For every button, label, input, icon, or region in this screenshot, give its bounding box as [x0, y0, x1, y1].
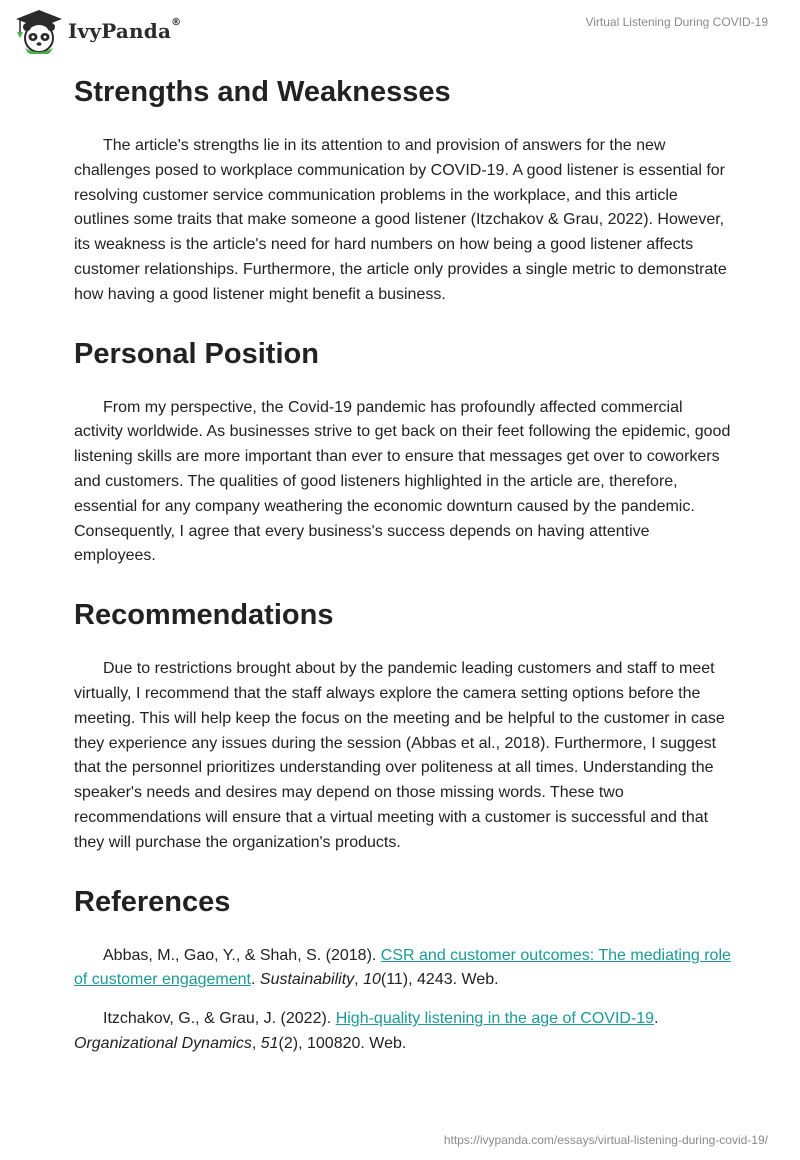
- reference-link[interactable]: High-quality listening in the age of COVID-19: [335, 1010, 655, 1028]
- reference-journal: Sustainability: [259, 971, 355, 989]
- reference-journal: Organizational Dynamics: [74, 1034, 252, 1052]
- paragraph-recommendations: Due to restrictions brought about by the pandemic leading customers and staff to meet virtually, I recommend that the staff always explore the camera setting options before the meeting. This will help keep the focus on the meeting and be helpful to the customer in case they experience any issues during the session (Abbas et al., 2018). Furthermore, I suggest that the personnel prioritizes understanding over politeness at all times. Understanding the speaker's needs and desires may depend on those missing words. These two recommendations will ensure that a virtual meeting with a customer is successful and that they will purchase the organization's products.: [74, 660, 725, 851]
- reference-issue-pages: (11), 4243. Web.: [380, 971, 499, 989]
- heading-strengths-weaknesses: Strengths and Weaknesses: [74, 76, 451, 108]
- heading-personal-position: Personal Position: [74, 337, 319, 370]
- logo-text: IvyPanda®: [68, 17, 182, 43]
- reference-item: Abbas, M., Gao, Y., & Shah, S. (2018). CSR and customer outcomes: The mediating role of customer engagement. Sustainability, 10(11), 4243. Web.: [74, 946, 731, 989]
- reference-link[interactable]: CSR and customer outcomes: The mediating role of customer engagement: [74, 946, 731, 989]
- reference-authors: Itzchakov, G., & Grau, J. (2022).: [103, 1010, 336, 1028]
- heading-recommendations: Recommendations: [74, 599, 334, 632]
- paragraph-strengths-weaknesses: The article's strengths lie in its attention to and provision of answers for the new challenges posed to workplace communication by COVID-19. A good listener is essential for resolving customer service communication problems in the workplace, and this article outlines some traits that make someone a good listener (Itzchakov & Grau, 2022). However, its weakness is the article's need for hard numbers on how being a good listener affects customer relationships. Furthermore, the article only provides a single metric to demonstrate how having a good listener might benefit a business.: [74, 137, 727, 303]
- reference-item: Itzchakov, G., & Grau, J. (2022). High-quality listening in the age of COVID-19. Organizational Dynamics, 51(2), 100820. Web.: [74, 1010, 659, 1052]
- heading-references: References: [74, 885, 231, 918]
- paragraph-personal-position: From my perspective, the Covid-19 pandemic has profoundly affected commercial activity worldwide. As businesses strive to get back on their feet following the epidemic, good listening skills are more important than ever to ensure that messages get over to coworkers and customers. The qualities of good listeners highlighted in the article are, therefore, essential for any company weathering the economic downturn caused by the pandemic. Consequently, I agree that every business's success depends on having attentive employees.: [74, 398, 731, 565]
- reference-authors: Abbas, M., Gao, Y., & Shah, S. (2018).: [103, 946, 381, 964]
- essay-content: [74, 70, 734, 1057]
- footer-url[interactable]: https://ivypanda.com/essays/virtual-listening-during-covid-19/: [443, 1133, 768, 1147]
- reference-issue-pages: (2), 100820. Web.: [278, 1034, 407, 1052]
- panda-graduate-icon: [14, 8, 64, 54]
- ivypanda-logo[interactable]: [14, 8, 181, 54]
- reference-volume: 51: [260, 1034, 279, 1052]
- page-header: [0, 0, 800, 60]
- running-title: Virtual Listening During COVID-19: [585, 15, 768, 29]
- reference-volume: 10: [363, 971, 381, 989]
- registered-mark: ®: [171, 17, 182, 28]
